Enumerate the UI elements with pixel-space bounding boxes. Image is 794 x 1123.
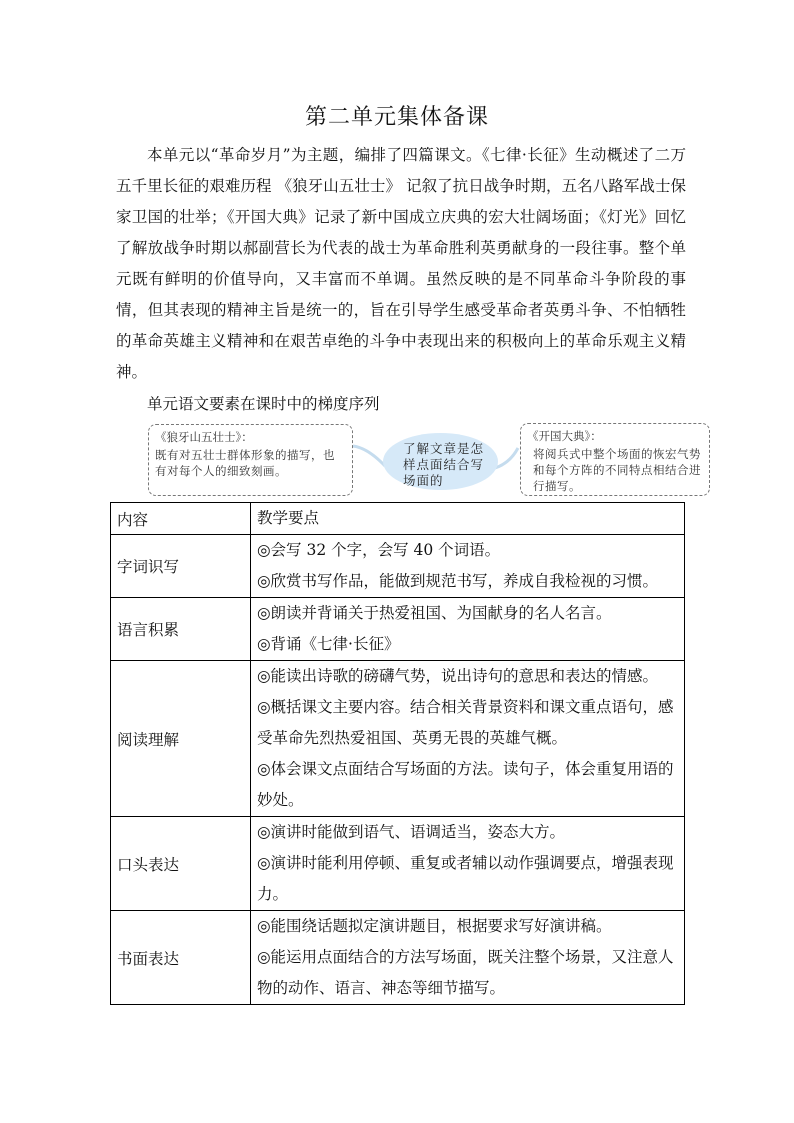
intro-paragraph: 本单元以“革命岁月”为主题，编排了四篇课文。《七律·长征》生动概述了二万五千里长征的艰难历程 《狼牙山五壮士》 记叙了抗日战争时期，五名八路军战士保家卫国的壮举；《开国大典》记录了新中国成立庆典的宏大壮阔场面；《灯光》回忆了解放战争时期以郝副营长为代表的战士为革命胜利英勇献身的一段往事。整个单元既有鲜明的价值导向，又丰富而不单调。虽然反映的是不同革命斗争阶段的事情，但其表现的精神主旨是统一的，旨在引导学生感受革命者英勇斗争、不怕牺牲的革命英雄主义精神和在艰苦卓绝的斗争中表现出来的积极向上的革命乐观主义精神。 — [116, 146, 686, 381]
point-item: ◎演讲时能利用停顿、重复或者辅以动作强调要点，增强表现力。 — [257, 854, 674, 903]
diagram-center-text: 了解文章是怎样点面结合写场面的 — [403, 441, 485, 488]
row-label: 阅读理解 — [111, 661, 251, 817]
diagram-center-bubble — [383, 433, 498, 490]
row-label: 书面表达 — [111, 911, 251, 1005]
point-item: ◎概括课文主要内容。结合相关背景资料和课文重点语句，感受革命先烈热爱祖国、英勇无畏的英雄气概。 — [257, 698, 674, 747]
table-row — [111, 598, 685, 661]
row-points — [251, 911, 685, 1005]
row-label: 字词识写 — [111, 535, 251, 598]
diagram-left-text: 既有对五壮士群体形象的描写，也有对每个人的细致刻画。 — [155, 448, 335, 478]
point-item: ◎能运用点面结合的方法写场面，既关注整个场景，又注意人物的动作、语言、神态等细节描写。 — [257, 948, 674, 997]
point-item: ◎能围绕话题拟定演讲题目，根据要求写好演讲稿。 — [257, 917, 612, 935]
diagram-right-title: 《开国大典》： — [527, 429, 602, 443]
diagram-left-title: 《狼牙山五壮士》： — [155, 430, 253, 444]
header-teaching-points: 教学要点 — [251, 503, 685, 535]
teaching-points-table — [110, 502, 685, 1005]
diagram-box-left — [148, 424, 353, 496]
point-item: ◎能读出诗歌的磅礴气势，说出诗句的意思和表达的情感。 — [257, 667, 659, 685]
point-item: ◎欣赏书写作品，能做到规范书写，养成自我检视的习惯。 — [257, 572, 659, 590]
point-item: ◎演讲时能做到语气、语调适当，姿态大方。 — [257, 823, 566, 841]
point-item: ◎体会课文点面结合写场面的方法。读句子，体会重复用语的妙处。 — [257, 760, 674, 809]
header-content: 内容 — [111, 503, 251, 535]
point-item: ◎背诵《七律·长征》 — [257, 635, 400, 653]
table-row — [111, 661, 685, 817]
row-points — [251, 535, 685, 598]
row-points — [251, 661, 685, 817]
page-title: 第二单元集体备课 — [304, 105, 489, 130]
point-item: ◎会写 32 个字，会写 40 个词语。 — [257, 541, 501, 559]
table-header-row — [111, 503, 685, 535]
diagram-right-text: 将阅兵式中整个场面的恢宏气势和每个方阵的不同特点相结合进行描写。 — [533, 447, 701, 493]
diagram-box-right — [520, 423, 710, 496]
table-row — [111, 911, 685, 1005]
table-row — [111, 535, 685, 598]
table-row — [111, 817, 685, 911]
point-item: ◎朗读并背诵关于热爱祖国、为国献身的名人名言。 — [257, 604, 612, 622]
row-points — [251, 817, 685, 911]
row-label: 语言积累 — [111, 598, 251, 661]
section-subheading: 单元语文要素在课时中的梯度序列 — [147, 395, 380, 413]
row-points — [251, 598, 685, 661]
row-label: 口头表达 — [111, 817, 251, 911]
